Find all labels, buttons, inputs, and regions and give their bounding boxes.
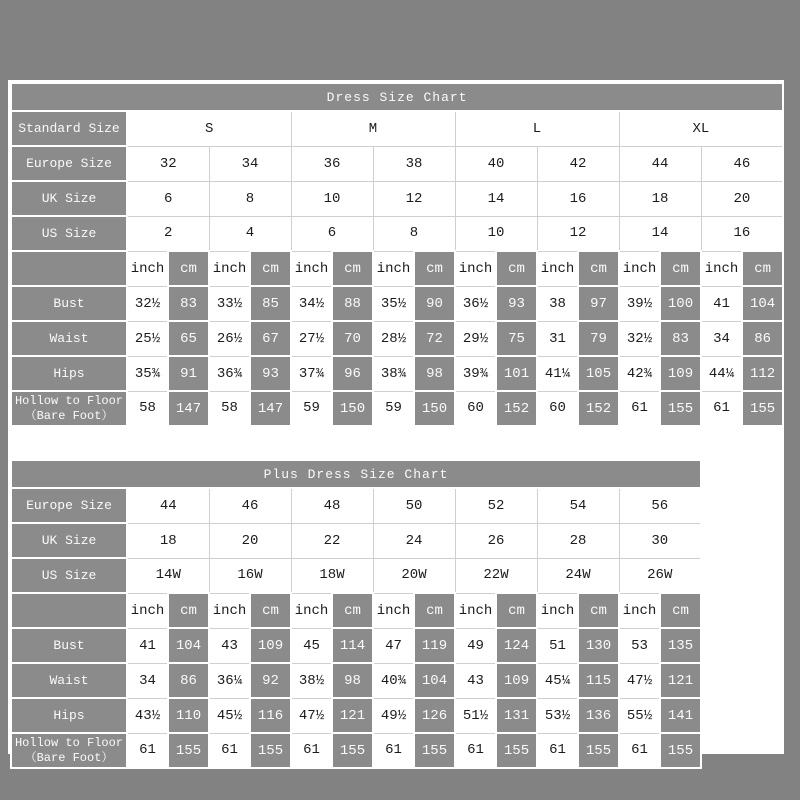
measure-inch-value: 37¾ [291, 356, 332, 391]
measure-cm-value: 155 [660, 733, 701, 768]
size-value-cell: 20 [209, 523, 291, 558]
size-value-cell: 2 [127, 216, 209, 251]
measure-inch-value: 47½ [619, 663, 660, 698]
size-value-cell: 16 [701, 216, 783, 251]
unit-inch-cell: inch [537, 251, 578, 286]
unit-row-blank-cell [11, 251, 127, 286]
standard-size-cell: M [291, 111, 455, 146]
unit-inch-cell: inch [701, 251, 742, 286]
unit-cm-cell: cm [742, 251, 783, 286]
measure-inch-value: 59 [291, 391, 332, 426]
measure-cm-value: 155 [496, 733, 537, 768]
size-row [11, 181, 783, 216]
measure-row [11, 321, 783, 356]
size-value-cell: 16W [209, 558, 291, 593]
measure-label [11, 391, 127, 426]
measure-inch-value: 47½ [291, 698, 332, 733]
unit-inch-cell: inch [373, 593, 414, 628]
chart2-title: Plus Dress Size Chart [11, 460, 701, 488]
measure-label-line2: （Bare Foot） [24, 750, 114, 765]
measure-cm-value: 155 [660, 391, 701, 426]
measure-inch-value: 26½ [209, 321, 250, 356]
measure-label [11, 321, 127, 356]
size-row-label: UK Size [11, 523, 127, 558]
measure-inch-value: 61 [127, 733, 168, 768]
unit-inch-cell: inch [455, 251, 496, 286]
measure-cm-value: 92 [250, 663, 291, 698]
measure-inch-value: 25½ [127, 321, 168, 356]
measure-cm-value: 135 [660, 628, 701, 663]
measure-cm-value: 85 [250, 286, 291, 321]
size-value-cell: 8 [373, 216, 455, 251]
measure-cm-value: 124 [496, 628, 537, 663]
measure-cm-value: 90 [414, 286, 455, 321]
standard-size-cell: L [455, 111, 619, 146]
unit-cm-cell: cm [168, 251, 209, 286]
measure-cm-value: 150 [414, 391, 455, 426]
size-value-cell: 12 [537, 216, 619, 251]
measure-row [11, 663, 701, 698]
measure-inch-value: 47 [373, 628, 414, 663]
measure-inch-value: 43½ [127, 698, 168, 733]
unit-cm-cell: cm [414, 251, 455, 286]
measure-inch-value: 38¾ [373, 356, 414, 391]
measure-inch-value: 34 [127, 663, 168, 698]
measure-inch-value: 44¼ [701, 356, 742, 391]
measure-label-line1: Waist [49, 673, 89, 688]
standard-size-cell: XL [619, 111, 783, 146]
measure-inch-value: 49 [455, 628, 496, 663]
measure-cm-value: 70 [332, 321, 373, 356]
measure-inch-value: 39½ [619, 286, 660, 321]
measure-cm-value: 155 [168, 733, 209, 768]
unit-row-blank-cell [11, 593, 127, 628]
size-value-cell: 26 [455, 523, 537, 558]
size-value-cell: 34 [209, 146, 291, 181]
measure-label-line1: Waist [49, 331, 89, 346]
unit-inch-cell: inch [619, 593, 660, 628]
measure-inch-value: 36¼ [209, 663, 250, 698]
measure-inch-value: 40¾ [373, 663, 414, 698]
measure-label [11, 663, 127, 698]
unit-inch-cell: inch [619, 251, 660, 286]
size-row-label: US Size [11, 216, 127, 251]
measure-cm-value: 83 [168, 286, 209, 321]
measure-cm-value: 65 [168, 321, 209, 356]
unit-cm-cell: cm [496, 251, 537, 286]
chart2-title-row [11, 460, 701, 488]
measure-inch-value: 36¾ [209, 356, 250, 391]
measure-inch-value: 34½ [291, 286, 332, 321]
measure-row [11, 733, 701, 768]
measure-inch-value: 34 [701, 321, 742, 356]
measure-inch-value: 41 [701, 286, 742, 321]
measure-cm-value: 155 [332, 733, 373, 768]
measure-cm-value: 91 [168, 356, 209, 391]
measure-cm-value: 101 [496, 356, 537, 391]
measure-label [11, 698, 127, 733]
measure-cm-value: 147 [168, 391, 209, 426]
measure-inch-value: 35½ [373, 286, 414, 321]
size-value-cell: 28 [537, 523, 619, 558]
dress-size-chart-table [10, 82, 784, 427]
standard-size-cell: S [127, 111, 291, 146]
unit-cm-cell: cm [496, 593, 537, 628]
measure-cm-value: 93 [496, 286, 537, 321]
measure-inch-value: 33½ [209, 286, 250, 321]
measure-cm-value: 104 [168, 628, 209, 663]
measure-inch-value: 55½ [619, 698, 660, 733]
measure-inch-value: 53 [619, 628, 660, 663]
size-value-cell: 42 [537, 146, 619, 181]
measure-cm-value: 67 [250, 321, 291, 356]
measure-inch-value: 51 [537, 628, 578, 663]
unit-cm-cell: cm [660, 593, 701, 628]
measure-inch-value: 39¾ [455, 356, 496, 391]
size-row-label: US Size [11, 558, 127, 593]
measure-label-line1: Hips [53, 366, 85, 381]
unit-cm-cell: cm [250, 593, 291, 628]
unit-inch-cell: inch [209, 593, 250, 628]
measure-cm-value: 130 [578, 628, 619, 663]
measure-cm-value: 114 [332, 628, 373, 663]
measure-cm-value: 98 [414, 356, 455, 391]
measure-inch-value: 60 [537, 391, 578, 426]
size-value-cell: 32 [127, 146, 209, 181]
measure-cm-value: 72 [414, 321, 455, 356]
unit-cm-cell: cm [578, 251, 619, 286]
measure-cm-value: 112 [742, 356, 783, 391]
measure-cm-value: 141 [660, 698, 701, 733]
chart1-title: Dress Size Chart [11, 83, 783, 111]
measure-cm-value: 126 [414, 698, 455, 733]
measure-inch-value: 59 [373, 391, 414, 426]
unit-inch-cell: inch [291, 593, 332, 628]
measure-cm-value: 86 [742, 321, 783, 356]
unit-inch-cell: inch [455, 593, 496, 628]
measure-cm-value: 105 [578, 356, 619, 391]
measure-cm-value: 97 [578, 286, 619, 321]
size-value-cell: 26W [619, 558, 701, 593]
unit-header-row [11, 251, 783, 286]
measure-inch-value: 58 [127, 391, 168, 426]
size-row [11, 558, 701, 593]
measure-inch-value: 41¼ [537, 356, 578, 391]
measure-row [11, 286, 783, 321]
size-value-cell: 46 [701, 146, 783, 181]
measure-cm-value: 155 [250, 733, 291, 768]
size-value-cell: 6 [127, 181, 209, 216]
size-row-label: Europe Size [11, 146, 127, 181]
measure-inch-value: 61 [537, 733, 578, 768]
unit-cm-cell: cm [414, 593, 455, 628]
measure-cm-value: 152 [578, 391, 619, 426]
size-value-cell: 54 [537, 488, 619, 523]
measure-cm-value: 109 [660, 356, 701, 391]
measure-label-line1: Bust [53, 638, 85, 653]
measure-inch-value: 61 [619, 391, 660, 426]
unit-inch-cell: inch [209, 251, 250, 286]
measure-inch-value: 31 [537, 321, 578, 356]
size-value-cell: 22W [455, 558, 537, 593]
measure-inch-value: 41 [127, 628, 168, 663]
size-value-cell: 40 [455, 146, 537, 181]
size-value-cell: 44 [127, 488, 209, 523]
measure-cm-value: 79 [578, 321, 619, 356]
measure-inch-value: 36½ [455, 286, 496, 321]
size-value-cell: 10 [291, 181, 373, 216]
unit-inch-cell: inch [127, 593, 168, 628]
measure-cm-value: 147 [250, 391, 291, 426]
measure-label-line1: Hips [53, 708, 85, 723]
measure-label [11, 733, 127, 768]
measure-inch-value: 42¾ [619, 356, 660, 391]
measure-cm-value: 136 [578, 698, 619, 733]
measure-cm-value: 115 [578, 663, 619, 698]
measure-cm-value: 109 [250, 628, 291, 663]
measure-label-line2: （Bare Foot） [24, 408, 114, 423]
measure-inch-value: 49½ [373, 698, 414, 733]
measure-label-line1: Bust [53, 296, 85, 311]
size-row-label: UK Size [11, 181, 127, 216]
unit-header-row [11, 593, 701, 628]
measure-row [11, 628, 701, 663]
measure-cm-value: 88 [332, 286, 373, 321]
size-value-cell: 18W [291, 558, 373, 593]
measure-inch-value: 58 [209, 391, 250, 426]
measure-label-line1: Hollow to Floor [14, 735, 124, 750]
measure-cm-value: 116 [250, 698, 291, 733]
measure-cm-value: 155 [578, 733, 619, 768]
measure-inch-value: 45¼ [537, 663, 578, 698]
size-value-cell: 4 [209, 216, 291, 251]
measure-label [11, 628, 127, 663]
size-value-cell: 16 [537, 181, 619, 216]
measure-row [11, 356, 783, 391]
measure-label [11, 356, 127, 391]
measure-inch-value: 32½ [619, 321, 660, 356]
measure-cm-value: 96 [332, 356, 373, 391]
measure-inch-value: 32½ [127, 286, 168, 321]
size-value-cell: 24 [373, 523, 455, 558]
measure-cm-value: 131 [496, 698, 537, 733]
measure-row [11, 698, 701, 733]
unit-cm-cell: cm [250, 251, 291, 286]
unit-inch-cell: inch [127, 251, 168, 286]
measure-inch-value: 27½ [291, 321, 332, 356]
measure-cm-value: 152 [496, 391, 537, 426]
chart1-title-row [11, 83, 783, 111]
measure-inch-value: 51½ [455, 698, 496, 733]
size-value-cell: 20 [701, 181, 783, 216]
size-value-cell: 36 [291, 146, 373, 181]
measure-inch-value: 61 [291, 733, 332, 768]
size-value-cell: 56 [619, 488, 701, 523]
measure-cm-value: 104 [742, 286, 783, 321]
measure-cm-value: 86 [168, 663, 209, 698]
standard-size-row [11, 111, 783, 146]
size-value-cell: 44 [619, 146, 701, 181]
size-row [11, 146, 783, 181]
unit-cm-cell: cm [660, 251, 701, 286]
size-row [11, 216, 783, 251]
measure-cm-value: 110 [168, 698, 209, 733]
unit-inch-cell: inch [373, 251, 414, 286]
size-value-cell: 8 [209, 181, 291, 216]
measure-inch-value: 28½ [373, 321, 414, 356]
standard-size-label: Standard Size [11, 111, 127, 146]
size-value-cell: 30 [619, 523, 701, 558]
measure-cm-value: 98 [332, 663, 373, 698]
measure-cm-value: 155 [742, 391, 783, 426]
measure-inch-value: 60 [455, 391, 496, 426]
measure-inch-value: 43 [209, 628, 250, 663]
unit-cm-cell: cm [578, 593, 619, 628]
measure-label [11, 286, 127, 321]
measure-row [11, 391, 783, 426]
measure-inch-value: 43 [455, 663, 496, 698]
size-value-cell: 46 [209, 488, 291, 523]
size-value-cell: 14 [455, 181, 537, 216]
measure-inch-value: 53½ [537, 698, 578, 733]
measure-cm-value: 100 [660, 286, 701, 321]
measure-cm-value: 121 [332, 698, 373, 733]
unit-cm-cell: cm [332, 593, 373, 628]
measure-inch-value: 38 [537, 286, 578, 321]
measure-inch-value: 61 [373, 733, 414, 768]
size-value-cell: 18 [127, 523, 209, 558]
measure-cm-value: 75 [496, 321, 537, 356]
size-value-cell: 12 [373, 181, 455, 216]
measure-cm-value: 109 [496, 663, 537, 698]
size-value-cell: 22 [291, 523, 373, 558]
size-row [11, 488, 701, 523]
measure-inch-value: 35¾ [127, 356, 168, 391]
size-value-cell: 20W [373, 558, 455, 593]
measure-inch-value: 38½ [291, 663, 332, 698]
size-value-cell: 50 [373, 488, 455, 523]
unit-cm-cell: cm [332, 251, 373, 286]
size-value-cell: 6 [291, 216, 373, 251]
size-value-cell: 38 [373, 146, 455, 181]
size-value-cell: 48 [291, 488, 373, 523]
size-value-cell: 14W [127, 558, 209, 593]
measure-cm-value: 119 [414, 628, 455, 663]
size-row-label: Europe Size [11, 488, 127, 523]
table-gap [10, 427, 782, 459]
size-chart-sheet [8, 80, 784, 765]
measure-cm-value: 93 [250, 356, 291, 391]
measure-cm-value: 121 [660, 663, 701, 698]
measure-cm-value: 150 [332, 391, 373, 426]
measure-inch-value: 45½ [209, 698, 250, 733]
size-value-cell: 10 [455, 216, 537, 251]
measure-inch-value: 61 [619, 733, 660, 768]
size-row [11, 523, 701, 558]
measure-inch-value: 61 [701, 391, 742, 426]
measure-inch-value: 61 [455, 733, 496, 768]
measure-inch-value: 45 [291, 628, 332, 663]
size-value-cell: 18 [619, 181, 701, 216]
size-value-cell: 14 [619, 216, 701, 251]
unit-cm-cell: cm [168, 593, 209, 628]
measure-label-line1: Hollow to Floor [14, 393, 124, 408]
measure-inch-value: 29½ [455, 321, 496, 356]
size-value-cell: 52 [455, 488, 537, 523]
plus-dress-size-chart-table [10, 459, 702, 769]
unit-inch-cell: inch [291, 251, 332, 286]
measure-cm-value: 83 [660, 321, 701, 356]
measure-cm-value: 155 [414, 733, 455, 768]
size-value-cell: 24W [537, 558, 619, 593]
measure-inch-value: 61 [209, 733, 250, 768]
unit-inch-cell: inch [537, 593, 578, 628]
measure-cm-value: 104 [414, 663, 455, 698]
